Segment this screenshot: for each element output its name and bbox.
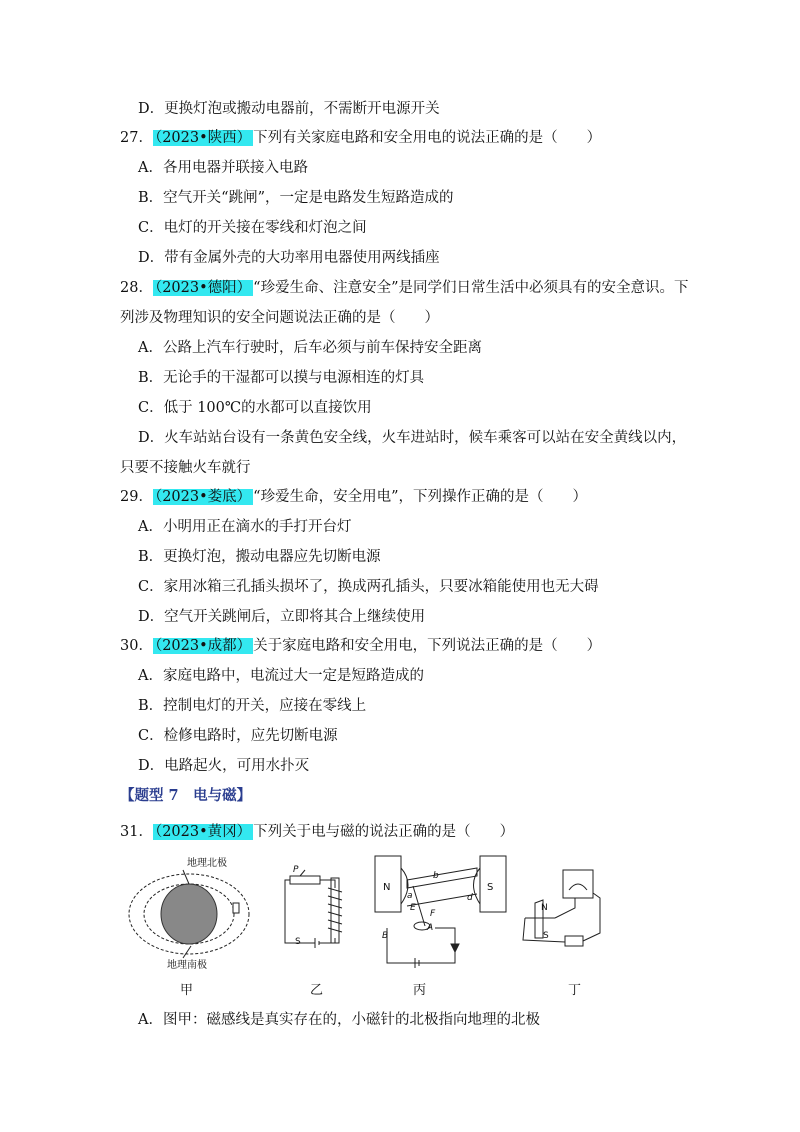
label-n-pole: N [383, 882, 391, 893]
q28-option-d: D．火车站站台设有一条黄色安全线，火车进站时，候车乘客可以站在安全黄线以内， [138, 430, 687, 446]
question-number: 29． [120, 489, 153, 505]
caption-ding: 丁 [568, 983, 582, 998]
question-stem: 下列关于电与磁的说法正确的是（ ） [253, 824, 515, 840]
figure-yi-electromagnet [285, 870, 342, 948]
q29-option-c: C．家用冰箱三孔插头损坏了，换成两孔插头，只要冰箱能使用也无大碍 [138, 579, 599, 595]
q29-option-d: D．空气开关跳闸后，立即将其合上继续使用 [138, 609, 426, 625]
question-number: 30． [120, 638, 153, 654]
q31-option-a: A．图甲：磁感线是真实存在的，小磁针的北极指向地理的北极 [138, 1012, 540, 1028]
figure-jia-earth-field [129, 870, 249, 958]
section-heading: 【题型 7 电与磁】 [120, 787, 252, 804]
compass-needle [233, 903, 239, 913]
label-a-upper: A [427, 923, 434, 933]
label-s-switch: S [295, 937, 301, 947]
source-tag: （2023•成都） [154, 638, 252, 654]
label-a: a [407, 891, 413, 901]
q30-option-c: C．检修电路时，应先切断电源 [138, 728, 338, 744]
q27-option-a: A．各用电器并联接入电路 [138, 160, 308, 176]
label-f: F [430, 909, 436, 919]
circuit-loop [387, 928, 455, 963]
question-number: 31． [120, 824, 153, 840]
label-s: S [543, 931, 549, 941]
coil-windings [328, 888, 342, 932]
question-stem: 下列有关家庭电路和安全用电的说法正确的是（ ） [253, 130, 602, 146]
label-s-pole: S [487, 882, 494, 893]
label-b-upper: B [382, 931, 389, 941]
label-geographic-north: 地理北极 [187, 858, 227, 869]
source-tag: （2023•陕西） [154, 130, 252, 146]
question-30 [120, 636, 601, 656]
wire-left [285, 880, 315, 943]
question-29 [120, 487, 587, 507]
figure-bing-motor [375, 856, 506, 968]
q27-option-b: B．空气开关“跳闸”，一定是电路发生短路造成的 [138, 190, 454, 206]
slider-p [300, 870, 305, 876]
source-tag: （2023•娄底） [154, 489, 252, 505]
question-stem: 关于家庭电路和安全用电，下列说法正确的是（ ） [253, 638, 602, 654]
caption-bing: 丙 [413, 983, 427, 998]
q28-option-d-continued: 只要不接触火车就行 [120, 460, 251, 476]
question-27 [120, 128, 601, 148]
q30-option-d: D．电路起火，可用水扑灭 [138, 758, 310, 774]
label-d: d [467, 893, 473, 903]
wire-bottom [319, 938, 335, 943]
label-n: N [541, 903, 548, 913]
south-pointer [183, 946, 191, 958]
question-28 [120, 278, 689, 298]
question-stem: “珍爱生命，安全用电”，下列操作正确的是（ ） [253, 489, 587, 505]
q30-option-b: B．控制电灯的开关，应接在零线上 [138, 698, 367, 714]
earth-globe [161, 884, 217, 944]
source-tag: （2023•黄冈） [154, 824, 252, 840]
label-geographic-south: 地理南极 [167, 960, 207, 971]
figure-ding-induction [523, 870, 600, 946]
switch-base [565, 936, 583, 946]
wire-top [320, 880, 335, 888]
q29-option-a: A．小明用正在滴水的手打开台灯 [138, 519, 352, 535]
question-stem: “珍爱生命、注意安全”是同学们日常生活中必须具有的安全意识。下 [253, 280, 689, 296]
question-number: 28． [120, 280, 153, 296]
q30-option-a: A．家庭电路中，电流过大一定是短路造成的 [138, 668, 424, 684]
wire-right [583, 893, 600, 941]
switch-arrow [451, 944, 459, 952]
question-31 [120, 822, 514, 842]
question-number: 27． [120, 130, 153, 146]
label-e: E [410, 903, 416, 913]
q28-option-a: A．公路上汽车行驶时，后车必须与前车保持安全距离 [138, 340, 482, 356]
caption-jia: 甲 [180, 983, 194, 998]
q29-option-b: B．更换灯泡，搬动电器应先切断电源 [138, 549, 381, 565]
wire-to-meter [555, 898, 575, 918]
q28-option-b: B．无论手的干湿都可以摸与电源相连的灯具 [138, 370, 425, 386]
rheostat [290, 876, 320, 884]
q28-option-c: C．低于 100℃的水都可以直接饮用 [138, 400, 372, 416]
caption-yi: 乙 [310, 983, 324, 998]
question-stem-continued: 列涉及物理知识的安全问题说法正确的是（ ） [120, 310, 439, 326]
source-tag: （2023•德阳） [154, 280, 252, 296]
q26-option-d: D．更换灯泡或搬动电器前，不需断开电源开关 [138, 101, 440, 117]
q27-option-d: D．带有金属外壳的大功率用电器使用两线插座 [138, 250, 440, 266]
q27-option-c: C．电灯的开关接在零线和灯泡之间 [138, 220, 367, 236]
label-b: b [433, 871, 439, 881]
label-p: P [293, 865, 299, 875]
figure-strip [125, 848, 625, 973]
north-pointer [183, 870, 189, 884]
rail-top [407, 868, 477, 888]
